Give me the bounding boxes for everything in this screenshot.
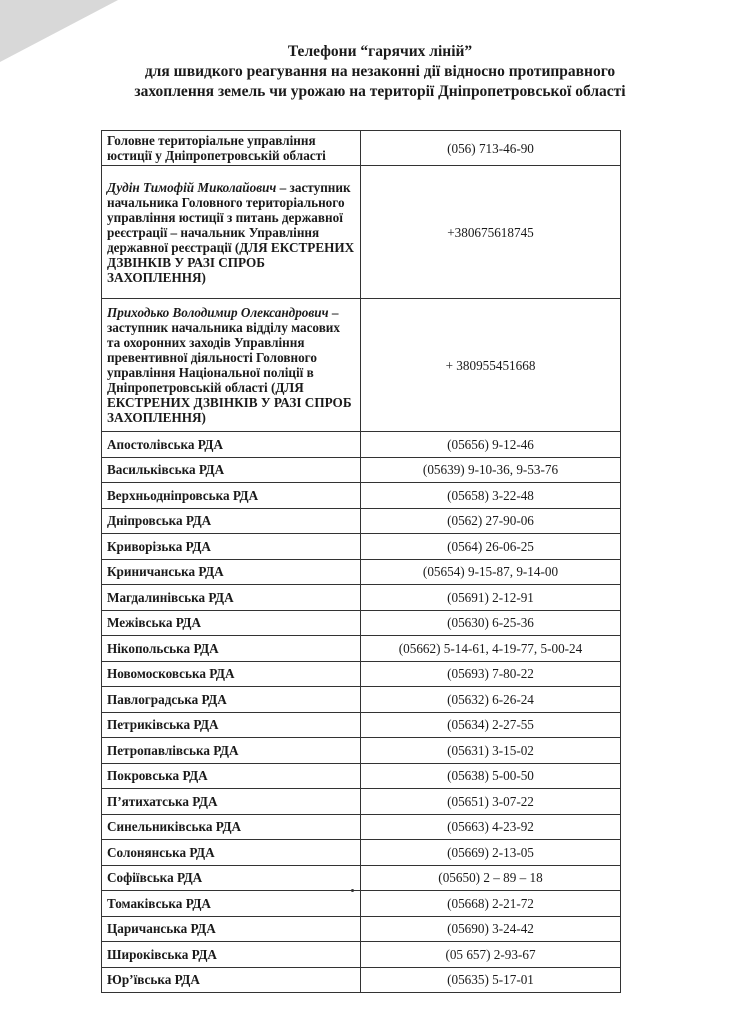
table-row: [102, 687, 621, 713]
district-phone: (05663) 4-23-92: [361, 814, 621, 840]
table-row: [102, 763, 621, 789]
row-name: [102, 299, 361, 432]
district-phone: (05632) 6-26-24: [361, 687, 621, 713]
district-phone: (05654) 9-15-87, 9-14-00: [361, 559, 621, 585]
table-row: [102, 483, 621, 509]
table-row: [102, 636, 621, 662]
district-name: Петропавлівська РДА: [102, 738, 361, 764]
district-name: Софіївська РДА: [102, 865, 361, 891]
district-name: Межівська РДА: [102, 610, 361, 636]
table-row: [102, 131, 621, 166]
district-phone: (05693) 7-80-22: [361, 661, 621, 687]
title-line-1: Телефони “гарячих ліній”: [287, 43, 473, 60]
district-phone: (05651) 3-07-22: [361, 789, 621, 815]
district-phone: (05635) 5-17-01: [361, 967, 621, 993]
district-phone: (05638) 5-00-50: [361, 763, 621, 789]
district-name: Солонянська РДА: [102, 840, 361, 866]
org-name: Головне територіальне управління юстиції у Дніпропетровській області: [107, 133, 326, 163]
district-phone: (05656) 9-12-46: [361, 432, 621, 458]
table-row: [102, 585, 621, 611]
title-line-3: захоплення земель чи урожаю на території Дніпропетровської області: [134, 83, 626, 100]
district-name: Петриківська РДА: [102, 712, 361, 738]
district-phone: (05630) 6-25-36: [361, 610, 621, 636]
district-phone: (05669) 2-13-05: [361, 840, 621, 866]
district-name: Павлоградська РДА: [102, 687, 361, 713]
district-name: Апостолівська РДА: [102, 432, 361, 458]
table-row: [102, 610, 621, 636]
table-row: [102, 891, 621, 917]
table-row: [102, 508, 621, 534]
district-phone: (05662) 5-14-61, 4-19-77, 5-00-24: [361, 636, 621, 662]
district-phone: (05658) 3-22-48: [361, 483, 621, 509]
district-name: Новомосковська РДА: [102, 661, 361, 687]
district-name: Магдалинівська РДА: [102, 585, 361, 611]
row-phone: +380675618745: [361, 166, 621, 299]
table-row: [102, 559, 621, 585]
district-phone: (05691) 2-12-91: [361, 585, 621, 611]
hotlines-table: [101, 130, 621, 993]
table-row: [102, 916, 621, 942]
district-phone: (05639) 9-10-36, 9-53-76: [361, 457, 621, 483]
district-name: Широківська РДА: [102, 942, 361, 968]
table-row: [102, 865, 621, 891]
district-name: Дніпровська РДА: [102, 508, 361, 534]
district-name: П’ятихатська РДА: [102, 789, 361, 815]
district-phone: (05668) 2-21-72: [361, 891, 621, 917]
document-title: [60, 42, 700, 102]
table-row: [102, 840, 621, 866]
person-description: – заступник начальника відділу масових та охоронних заходів Управління превентивної діяльності Головного управління Національної поліції в Дніпропетровській області (ДЛЯ ЕКСТРЕНИХ ДЗВІНКІВ У РАЗІ СПРОБ ЗАХОПЛЕННЯ): [107, 305, 352, 425]
table-row: [102, 814, 621, 840]
district-name: Покровська РДА: [102, 763, 361, 789]
table-row: [102, 712, 621, 738]
district-phone: (05634) 2-27-55: [361, 712, 621, 738]
district-phone: (0564) 26-06-25: [361, 534, 621, 560]
district-name: Синельниківська РДА: [102, 814, 361, 840]
district-phone: (05690) 3-24-42: [361, 916, 621, 942]
table-row: [102, 299, 621, 432]
district-phone: (05 657) 2-93-67: [361, 942, 621, 968]
district-name: Васильківська РДА: [102, 457, 361, 483]
ink-speck: [351, 889, 354, 892]
table-row: [102, 942, 621, 968]
district-name: Юр’ївська РДА: [102, 967, 361, 993]
person-description: – заступник начальника Головного територіального управління юстиції з питань державної реєстрації – начальник Управління державної реєстрації (ДЛЯ ЕКСТРЕНИХ ДЗВІНКІВ У РАЗІ СПРОБ ЗАХОПЛЕННЯ): [107, 179, 355, 285]
district-name: Царичанська РДА: [102, 916, 361, 942]
table-row: [102, 738, 621, 764]
table-row: [102, 432, 621, 458]
row-name: [102, 166, 361, 299]
row-phone: (056) 713-46-90: [361, 131, 621, 166]
district-name: Нікопольська РДА: [102, 636, 361, 662]
district-name: Верхньодніпровська РДА: [102, 483, 361, 509]
row-name: [102, 131, 361, 166]
table-row: [102, 534, 621, 560]
table-row: [102, 457, 621, 483]
table-row: [102, 166, 621, 299]
table-row: [102, 967, 621, 993]
district-name: Томаківська РДА: [102, 891, 361, 917]
title-line-2: для швидкого реагування на незаконні дії відносно протиправного: [144, 63, 616, 80]
district-name: Криворізька РДА: [102, 534, 361, 560]
person-name: Приходько Володимир Олександрович: [107, 305, 329, 320]
person-name: Дудін Тимофій Миколайович: [107, 179, 277, 195]
district-name: Криничанська РДА: [102, 559, 361, 585]
row-phone: + 380955451668: [361, 299, 621, 432]
table-row: [102, 661, 621, 687]
district-phone: (05650) 2 – 89 – 18: [361, 865, 621, 891]
table-row: [102, 789, 621, 815]
district-phone: (0562) 27-90-06: [361, 508, 621, 534]
district-phone: (05631) 3-15-02: [361, 738, 621, 764]
